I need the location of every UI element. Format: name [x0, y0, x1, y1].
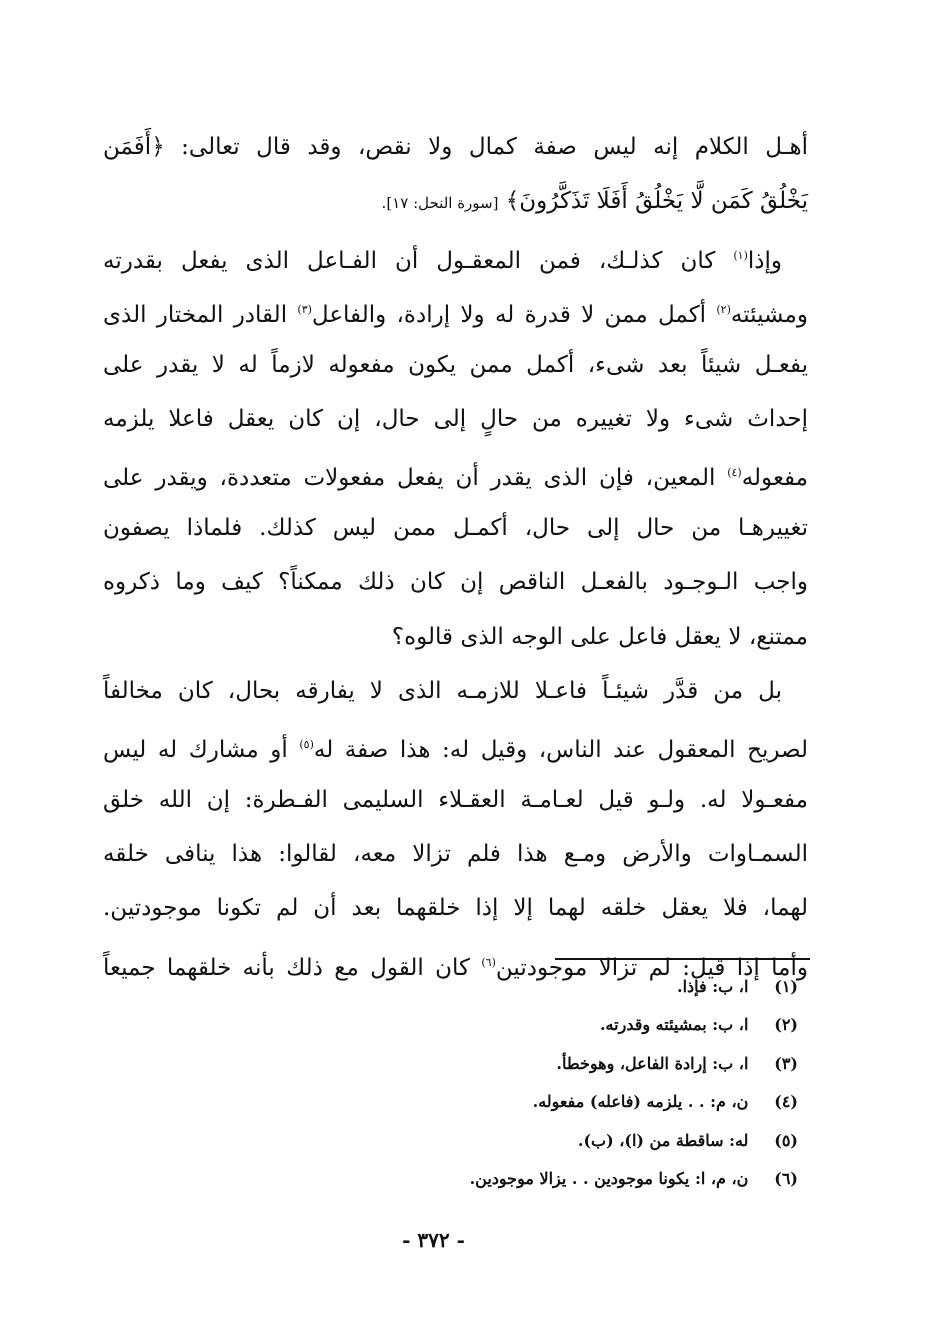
text-line	[103, 718, 808, 772]
text-line	[103, 446, 808, 500]
footnote-number: (١)	[774, 977, 798, 996]
footnote-marker: (٣)	[297, 303, 312, 317]
footnote-marker: (٦)	[481, 955, 496, 969]
text-line-content: لصريح المعقول عند الناس، وقيل له: هذا صفة له	[313, 737, 808, 764]
page-number: - ٣٧٢ -	[402, 1228, 465, 1252]
footnote-text: له: ساقطة من (ا)، (ب).	[577, 1130, 749, 1150]
text-line-content: ممتنع، لا يعقل فاعل على الوجه الذى قالوه؟	[391, 623, 808, 650]
footnote-number: (٢)	[774, 1015, 798, 1035]
text-line-content: واجب الـوجـود بالفعـل الناقص إن كان ذلك ممكناً؟ كيف وما ذكروه	[103, 569, 808, 596]
footnote-marker: (٤)	[727, 466, 742, 480]
footnote-text: ن، م، ا: يكونا موجودين . . يزالا موجودين.	[469, 1168, 749, 1188]
text-line	[103, 773, 808, 827]
text-line-content: أهـل الكلام إنه ليس صفة كمال ولا نقص، وقد قال تعالى: ﴿أَفَمَن	[103, 134, 808, 160]
footnote	[300, 1006, 798, 1044]
text-line	[103, 338, 808, 392]
text-line	[103, 501, 808, 555]
footnote-marker: (١)	[733, 248, 748, 262]
text-line-content: كان القول مع ذلك بأنه خلقهما جميعاً	[103, 954, 482, 981]
text-line	[103, 881, 808, 935]
text-line	[103, 392, 808, 446]
footnote-text: ا، ب: بمشيئته وقدرته.	[599, 1015, 749, 1035]
footnote-number: (٦)	[774, 1168, 798, 1188]
text-line-content: المعين، فإن الذى يقدر أن يفعل مفعولات متعددة، ويقدر على	[103, 465, 728, 492]
footnote-text: ا، ب: إرادة الفاعل، وهوخطأ.	[556, 1053, 749, 1073]
footnote-text: ا، ب: فإذا.	[677, 977, 749, 996]
footnote-number: (٣)	[774, 1053, 798, 1073]
footnote	[300, 1083, 798, 1121]
footnote	[300, 1122, 798, 1160]
text-line-content: لهما، فلا يعقل خلقه لهما إلا إذا خلقهما بعد أن لم تكونا موجودتين.	[103, 895, 808, 922]
text-line-content: إحداث شىء ولا تغييره من حالٍ إلى حال، إن كان يعقل فاعلا يلزمه	[103, 405, 808, 432]
text-line-content: ومشيئته	[730, 302, 808, 329]
verse-citation: [سورة النحل: ١٧].	[381, 194, 499, 213]
text-line	[103, 610, 808, 664]
footnote-marker: (٢)	[716, 303, 731, 317]
footnote-separator	[555, 958, 810, 960]
text-line-content: القادر المختار الذى	[103, 302, 298, 329]
footnote	[300, 1160, 798, 1198]
text-line-content: السمـاوات والأرض ومـع هذا فلم تزالا معه، لقالوا: هذا ينافى خلقه	[103, 841, 808, 868]
footnote-text: ن، م: . . يلزمه (فاعله) مفعوله.	[532, 1092, 749, 1112]
text-line-content: بل من قدَّر شيئـاً فاعـلا للازمـه الذى لا يفارقه بحال، كان مخالفاً	[103, 677, 782, 704]
text-line-content: مفعـولا له. ولـو قيل لعـامـة العقـلاء السليمى الفـطرة: إن الله خلق	[103, 786, 808, 813]
footnote	[300, 1045, 798, 1083]
text-line	[103, 664, 808, 718]
text-line-content: أكمل ممن لا قدرة له ولا إرادة، والفاعل	[311, 302, 717, 329]
text-line-content: مفعوله	[741, 465, 808, 492]
text-line-content: تغييرهـا من حال إلى حال، أكمـل ممن ليس كذلك. فلماذا يصفون	[103, 514, 808, 541]
text-line	[103, 555, 808, 609]
text-line	[103, 827, 808, 881]
footnote-number: (٤)	[774, 1092, 798, 1112]
footnote	[300, 968, 798, 1006]
footnote-number: (٥)	[774, 1130, 798, 1150]
footnotes	[300, 968, 798, 1198]
quran-verse: يَخْلُقُ كَمَن لَّا يَخْلُقُ أَفَلَا تَذَكَّرُونَ﴾	[505, 188, 808, 215]
text-line-content: وأما إذا قيل: لم تزالا موجودتين	[495, 954, 808, 981]
text-line-content: أو مشارك له ليس	[103, 737, 300, 764]
text-line	[103, 283, 808, 337]
footnote-marker: (٥)	[299, 738, 314, 752]
text-line	[103, 120, 808, 174]
text-line	[103, 229, 808, 283]
text-line	[103, 174, 808, 228]
text-line-content: يفعـل شيئاً بعد شىء، أكمل ممن يكون مفعوله لازماً له لا يقدر على	[103, 351, 808, 378]
main-text	[103, 120, 808, 990]
text-line-content: كان كذلـك، فمن المعقـول أن الفـاعل الذى يفعل بقدرته	[103, 247, 734, 274]
text-line-content: وإذا	[747, 247, 782, 274]
